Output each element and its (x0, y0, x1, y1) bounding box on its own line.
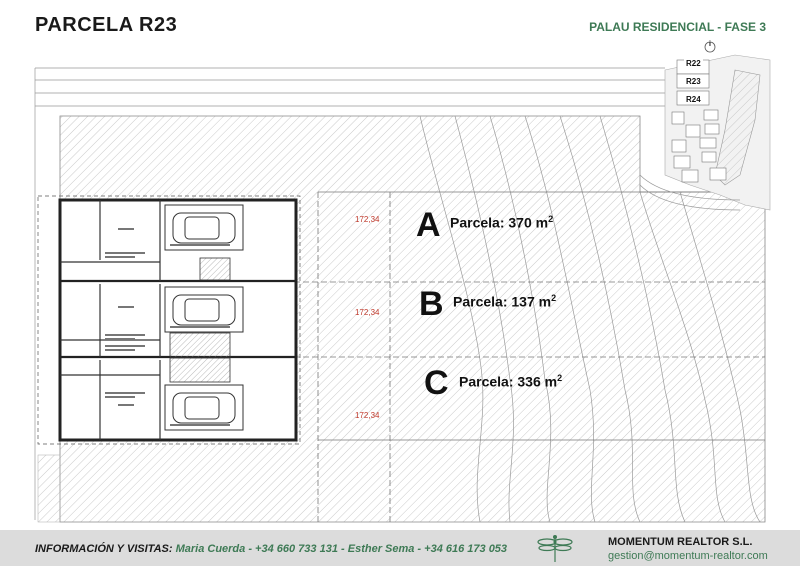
footer-contact (35, 543, 507, 555)
north-arrow-icon: i (709, 41, 711, 48)
contact-separator: - (341, 543, 345, 555)
footer-info-label: INFORMACIÓN Y VISITAS: (35, 543, 173, 555)
contact-esther: Esther Sema - +34 616 173 053 (347, 543, 508, 555)
parcel-c-level: 172,34 (355, 411, 380, 420)
dragonfly-logo-icon (535, 533, 575, 563)
key-plan-map (640, 42, 770, 210)
contact-email[interactable]: gestion@momentum-realtor.com (608, 550, 768, 562)
parcel-c-area: Parcela: 336 $m^2$ (459, 373, 563, 390)
parcel-a-area: Parcela: 370 $m^2$ (450, 214, 554, 231)
key-plan-label-r22: R22 (686, 59, 701, 68)
parcel-c-letter: C (424, 364, 449, 402)
page-title: PARCELA R23 (35, 14, 178, 36)
parcel-a-letter: A (416, 206, 441, 244)
contact-maria: Maria Cuerda - +34 660 733 131 (175, 543, 338, 555)
parcel-b-level: 172,34 (355, 308, 380, 317)
parcel-a-level: 172,34 (355, 215, 380, 224)
key-plan-label-r24: R24 (686, 95, 701, 104)
key-plan-label-r23: R23 (686, 77, 701, 86)
parcel-b-letter: B (419, 285, 444, 323)
company-name: MOMENTUM REALTOR S.L. (608, 536, 753, 548)
project-name: PALAU RESIDENCIAL - FASE 3 (589, 20, 766, 34)
houses-outline (38, 196, 300, 444)
parcel-b-area: Parcela: 137 $m^2$ (453, 293, 557, 310)
